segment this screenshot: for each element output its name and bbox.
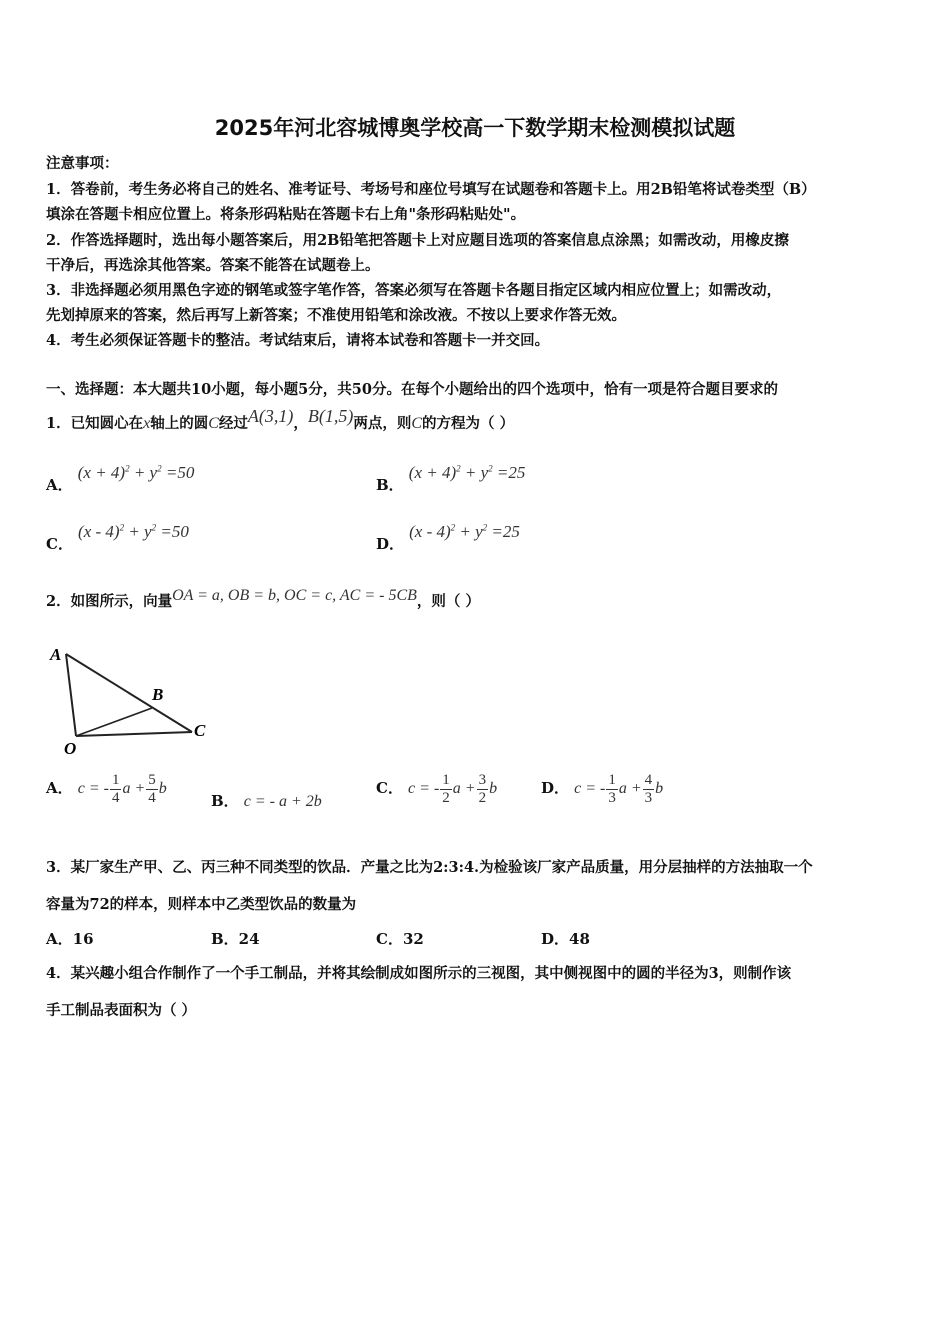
notice-line: 干净后，再选涂其他答案。答案不能答在试题卷上。 [46,257,380,274]
q3-option-a[interactable]: A．16 [46,930,94,948]
page-title: 2025年河北容城博奥学校高一下数学期末检测模拟试题 [214,116,736,140]
question-4-line: 4．某兴趣小组合作制作了一个手工制品，并将其绘制成如图所示的三视图，其中侧视图中的圆的半径为3，则制作该 [46,965,792,982]
q1-option-a[interactable]: A． $(x + 4)^2 + y^2 =50$ [46,463,195,494]
q1-option-d[interactable]: D． $(x - 4)^2 + y^2 =25$ [376,522,520,553]
notice-line: 3．非选择题必须用黑色字迹的钢笔或签字笔作答，答案必须写在答题卡各题目指定区域内相应位置上；如需改动， [46,282,782,299]
point-b-label: B [152,685,164,704]
triangle-figure [44,640,219,758]
section-heading: 一、选择题：本大题共10小题，每小题5分，共50分。在每个小题给出的四个选项中，恰有一项是符合题目要求的 [46,381,778,398]
notice-line: 2．作答选择题时，选出每小题答案后，用2B铅笔把答题卡上对应题目选项的答案信息点涂黑；如需改动，用橡皮擦 [46,232,789,249]
q2-option-b[interactable]: B． c = - a + 2b [211,792,322,810]
notice-heading: 注意事项： [46,155,119,172]
q3-option-b[interactable]: B．24 [211,930,260,948]
q2-option-d[interactable]: D． c = - $\frac{1}{3}$ a + $\frac{4}{3}$ b [541,772,664,806]
q3-option-d[interactable]: D．48 [541,930,590,948]
q2-option-c[interactable]: C． c = - $\frac{1}{2}$ a + $\frac{3}{2}$ b [376,772,498,806]
point-c-label: C [194,721,206,740]
question-3-line: 3．某厂家生产甲、乙、丙三种不同类型的饮品．产量之比为2:3:4.为检验该厂家产品质量，用分层抽样的方法抽取一个 [46,859,813,876]
segment-oa [66,654,76,736]
q3-option-c[interactable]: C．32 [376,930,424,948]
q2-option-a[interactable]: A． c = - $\frac{1}{4}$ a + $\frac{5}{4}$ b [46,772,167,806]
notice-line: 1．答卷前，考生务必将自己的姓名、准考证号、考场号和座位号填写在试题卷和答题卡上。用2B铅笔将试卷类型（B） [46,181,816,198]
q1-option-b[interactable]: B． $(x + 4)^2 + y^2 =25$ [376,463,526,494]
notice-line: 4．考生必须保证答题卡的整洁。考试结束后，请将本试卷和答题卡一并交回。 [46,332,550,349]
point-a-label: A [50,645,62,664]
notice-line: 填涂在答题卡相应位置上。将条形码粘贴在答题卡右上角"条形码粘贴处"。 [46,206,526,223]
segment-oc [76,732,192,736]
notice-line: 先划掉原来的答案，然后再写上新答案；不准使用铅笔和涂改液。不按以上要求作答无效。 [46,307,626,324]
question-2-stem: 2．如图所示，向量OA = a, OB = b, OC = c, AC = - 5CB，则（ ） [46,587,480,610]
question-1-stem: 1．已知圆心在x轴上的圆C经过A(3,1)，B(1,5)两点，则C的方程为（ ） [46,406,515,432]
point-o-label: O [64,739,77,758]
q1-option-c[interactable]: C． $(x - 4)^2 + y^2 =50$ [46,522,189,553]
segment-ob [76,708,152,736]
question-4-line: 手工制品表面积为（ ） [46,1002,197,1019]
segment-ac [66,654,192,732]
question-3-line: 容量为72的样本，则样本中乙类型饮品的数量为 [46,896,357,913]
